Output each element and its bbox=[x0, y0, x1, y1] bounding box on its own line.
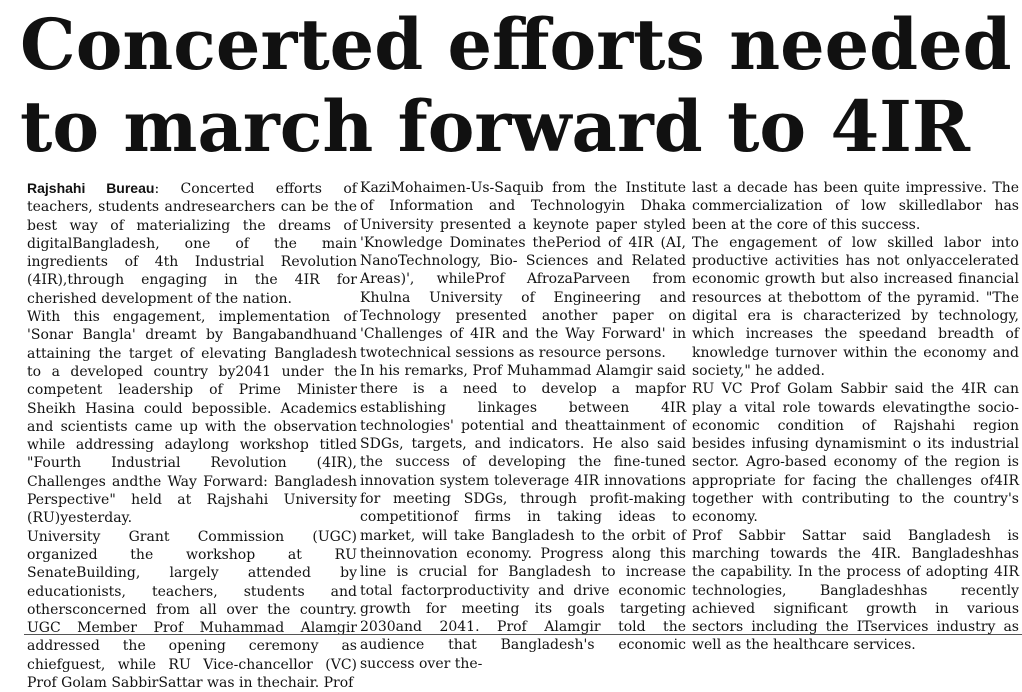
bottom-rule bbox=[24, 634, 1022, 635]
headline-line-1: Concerted efforts needed bbox=[20, 3, 1012, 86]
paragraph: RU VC Prof Golam Sabbir said the 4IR can play a vital role towards elevatingthe socio-economic condition of Rajshahi region besides infusing dynamismint o its industrial sector. Agro-based economy of the region is appropriate for facing the challenges of4IR together with contributing to the country's economy. bbox=[692, 381, 1019, 526]
paragraph: With this engagement, implementation of 'Sonar Bangla' dreamt by Bangabandhuand attaining the target of elevating Bangladesh to a developed country by2041 under the competent leadership of Prime Minister Sheikh Hasina could bepossible. Academics and scientists came up with the observation while addressing adaylong workshop titled "Fourth Industrial Revolution (4IR), Challenges andthe Way Forward: Bangladesh Perspective" held at Rajshahi University (RU)yesterday. bbox=[27, 309, 357, 527]
paragraph: Prof Sabbir Sattar said Bangladesh is marching towards the 4IR. Bangladeshhas the capability. In the process of adopting 4IR technologies, Bangladeshhas recently achieved significant growth in various sectors including the ITservices industry as well as the healthcare services. bbox=[692, 527, 1019, 654]
article-column-2 bbox=[360, 179, 686, 672]
headline bbox=[20, 4, 1020, 168]
article-column-3 bbox=[692, 179, 1019, 654]
paragraph bbox=[27, 179, 357, 308]
paragraph: The engagement of low skilled labor into productive activities has not onlyaccelerated economic growth but also increased financial resources at thebottom of the pyramid. "The digital era is characterized by technology, which increases the speedand breadth of knowledge turnover within the economy and society," he added. bbox=[692, 234, 1019, 379]
paragraph: In his remarks, Prof Muhammad Alamgir said there is a need to develop a mapfor establishing linkages between 4IR technologies' potential and theattainment of SDGs, targets, and indicators. He also said the success of developing the fine-tuned innovation system toleverage 4IR innovations for meeting SDGs, through profit-making competitionof firms in taking ideas to market, will take Bangladesh to the orbit of theinnovation economy. Progress along this line is crucial for Bangladesh to increase total factorproductivity and drive economic growth for meeting its goals targeting 2030and 2041. Prof Alamgir told the audience that Bangladesh's economic success over the- bbox=[360, 362, 686, 672]
paragraph: University Grant Commission (UGC) organized the workshop at RU SenateBuilding, largely attended by educationists, teachers, students and othersconcerned from all over the country. UGC Member Prof Muhammad Alamgir addressed the opening ceremony as chiefguest, while RU Vice-chancellor (VC) Prof Golam SabbirSattar was in thechair. Prof bbox=[27, 528, 357, 692]
paragraph: KaziMohaimen-Us-Saquib from the Institute of Information and Technologyin Dhaka University presented a keynote paper styled 'Knowledge Dominates thePeriod of 4IR (AI, NanoTechnology, Bio- Sciences and Related Areas)', whileProf AfrozaParveen from Khulna University of Engineering and Technology presented another paper on 'Challenges of 4IR and the Way Forward' in twotechnical sessions as resource persons. bbox=[360, 180, 686, 361]
paragraph-text: : Concerted efforts of teachers, students andresearchers can be the best way of materializing the dreams of digitalBangladesh, one of the main ingredients of 4th Industrial Revolution (4IR),through engaging in the 4IR for cherished development of the nation. bbox=[27, 181, 357, 307]
article-column-1 bbox=[27, 179, 357, 692]
headline-line-2: to march forward to 4IR bbox=[20, 85, 971, 168]
paragraph: last a decade has been quite impressive. The commercialization of low skilledlabor has been at the core of this success. bbox=[692, 180, 1019, 233]
dateline: Rajshahi Bureau bbox=[27, 180, 155, 196]
